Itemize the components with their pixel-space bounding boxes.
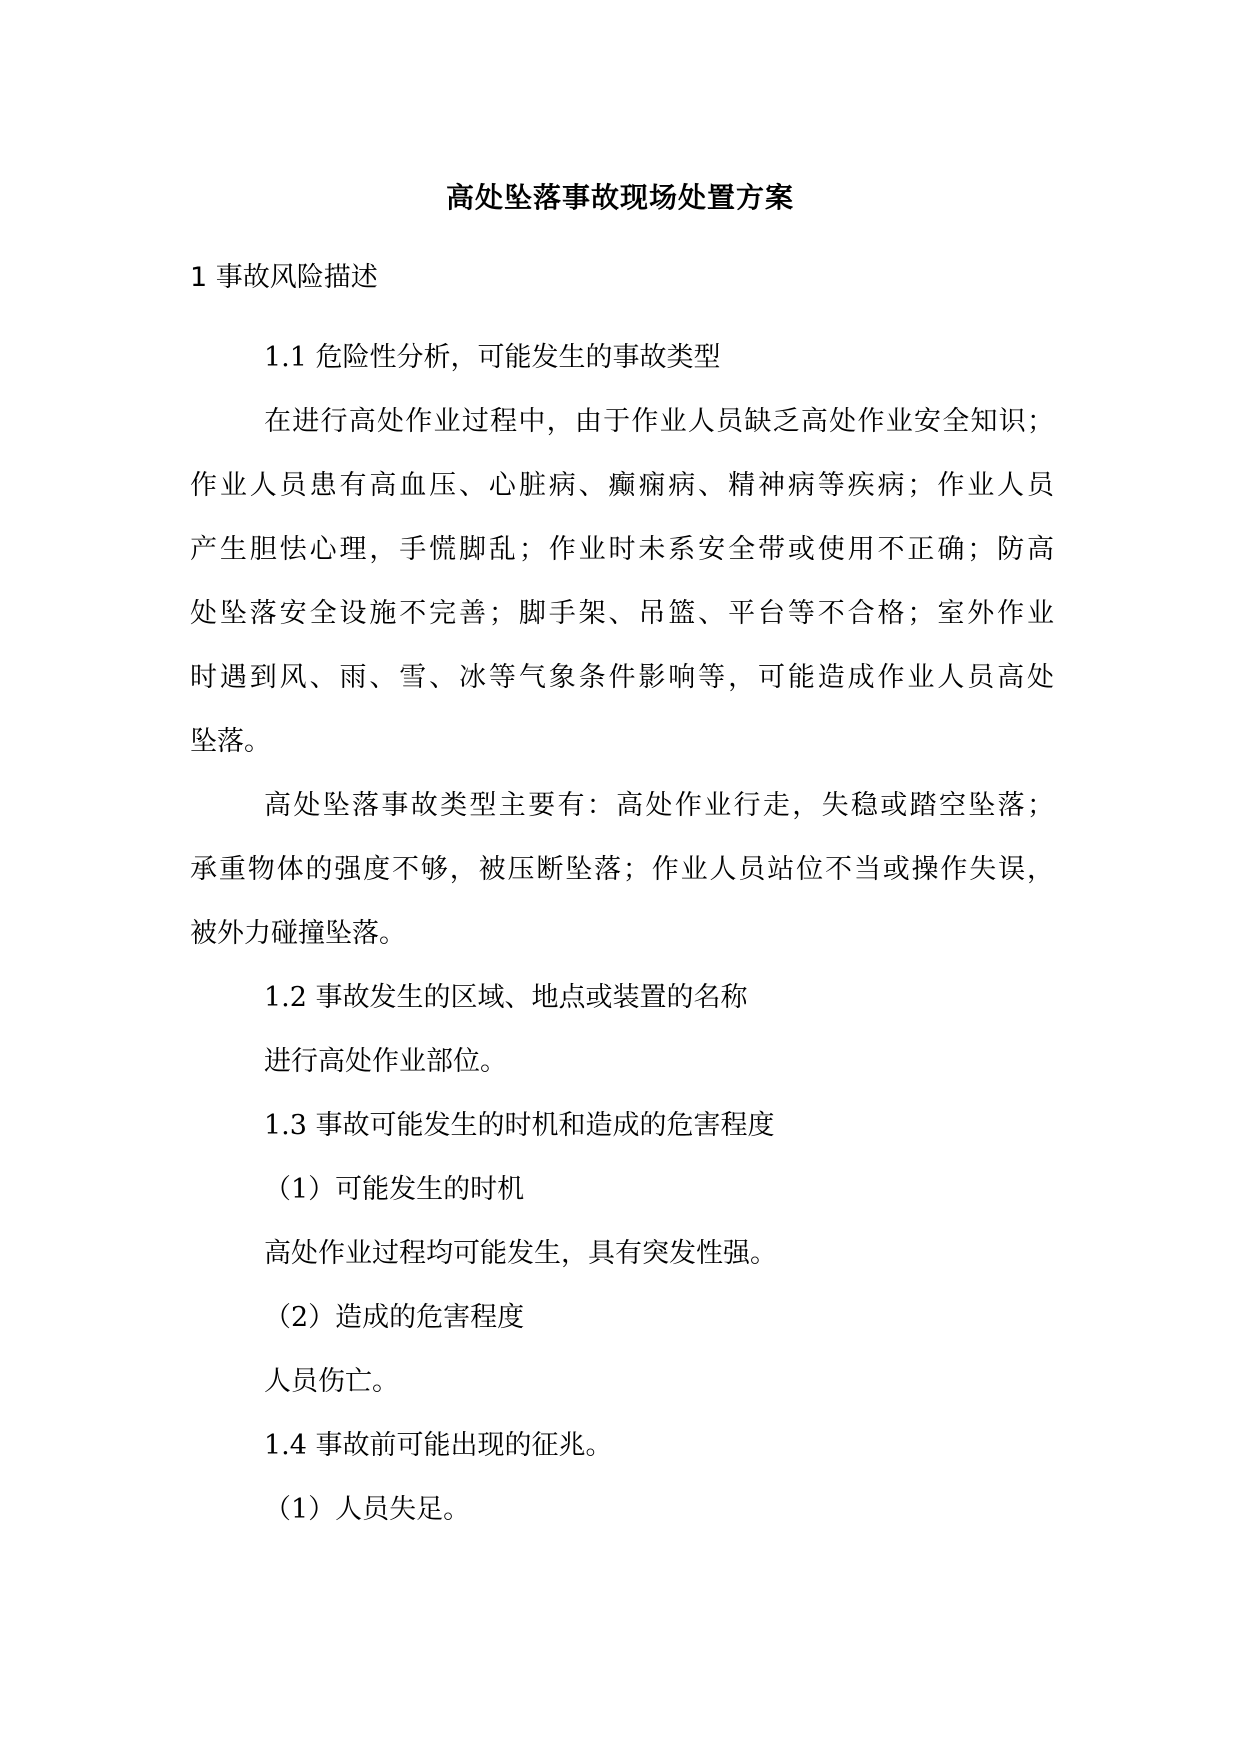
section-1-3-item-2-heading: （2）造成的危害程度	[264, 1302, 525, 1333]
section-1-2-text: 进行高处作业部位。	[264, 1046, 507, 1077]
paragraph-2-line: 被外力碰撞坠落。	[190, 918, 406, 949]
section-1-3-item-1-heading: （1）可能发生的时机	[264, 1174, 525, 1205]
section-1-3-heading: 1.3 事故可能发生的时机和造成的危害程度	[264, 1110, 775, 1141]
paragraph-1-line: 在进行高处作业过程中，由于作业人员缺乏高处作业安全知识；	[264, 406, 1054, 437]
paragraph-1-line: 坠落。	[190, 726, 271, 757]
paragraph-1-line: 处坠落安全设施不完善；脚手架、吊篮、平台等不合格；室外作业	[190, 598, 1054, 629]
section-1-4-item-1: （1）人员失足。	[264, 1494, 471, 1525]
section-1-2-heading: 1.2 事故发生的区域、地点或装置的名称	[264, 982, 748, 1013]
document-title: 高处坠落事故现场处置方案	[445, 181, 794, 214]
section-1-heading: 1 事故风险描述	[190, 262, 378, 293]
paragraph-2-line: 承重物体的强度不够，被压断坠落；作业人员站位不当或操作失误，	[190, 854, 1054, 885]
section-1-1-heading: 1.1 危险性分析，可能发生的事故类型	[264, 342, 721, 373]
paragraph-2-line: 高处坠落事故类型主要有：高处作业行走，失稳或踏空坠落；	[264, 790, 1054, 821]
paragraph-1-line: 作业人员患有高血压、心脏病、癫痫病、精神病等疾病；作业人员	[190, 470, 1054, 501]
section-1-3-item-1-text: 高处作业过程均可能发生，具有突发性强。	[264, 1238, 777, 1269]
paragraph-1-line: 产生胆怯心理，手慌脚乱；作业时未系安全带或使用不正确；防高	[190, 534, 1054, 565]
paragraph-1-line: 时遇到风、雨、雪、冰等气象条件影响等，可能造成作业人员高处	[190, 662, 1054, 693]
section-1-4-heading: 1.4 事故前可能出现的征兆。	[264, 1430, 613, 1461]
section-1-3-item-2-text: 人员伤亡。	[264, 1366, 399, 1397]
